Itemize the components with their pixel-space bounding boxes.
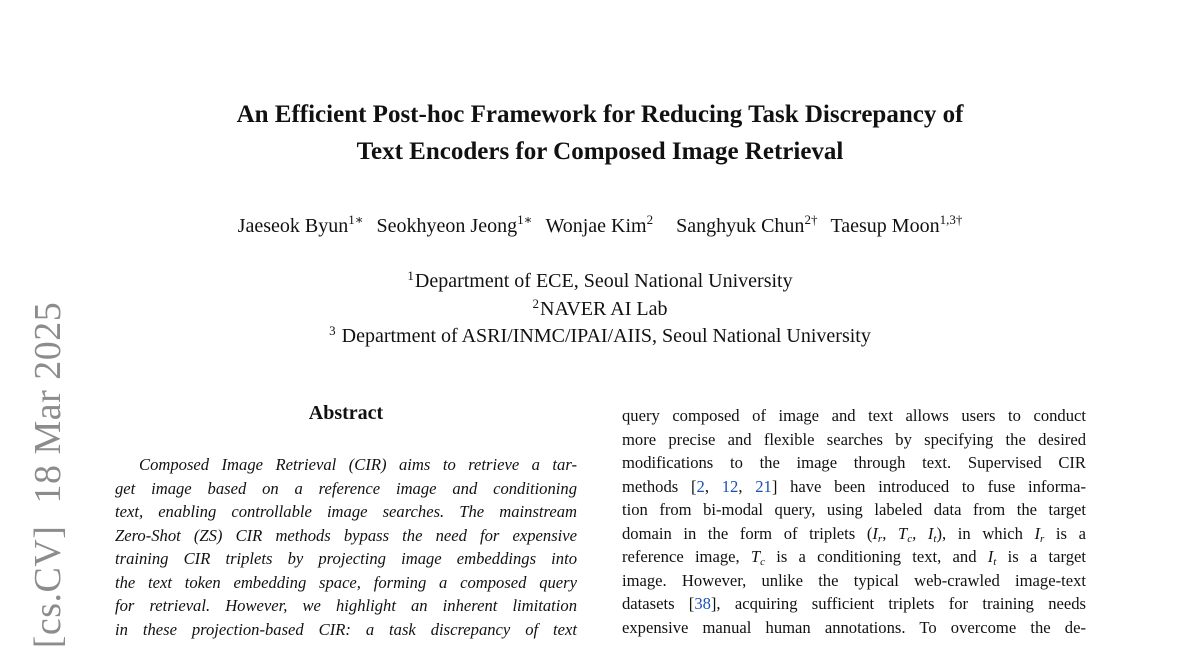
author: Jaeseok Byun$^{1∗}$ [237,212,364,237]
abstract-text [115,453,577,641]
author: Wonjae Kim$^2$ [545,212,654,237]
abstract-line: for retrieval. However, we highlight an inherent limitation [115,596,577,615]
intro-line: domain in the form of triplets ($I_r$, $T_c$, $I_t$), in which $I_r$ is a [622,523,1086,545]
author-list [0,212,1200,240]
title-line-1: An Efficient Post-hoc Framework for Reducing Task Discrepancy of [236,101,964,128]
citation-link[interactable]: 2 [696,476,705,496]
intro-line: tion from bi-modal query, using labeled data from the target [622,500,1086,519]
arxiv-category: [cs.CV] [27,525,69,648]
abstract-line: get image based on a reference image and conditioning [115,478,577,498]
math-symbol: $I_r$ [1034,523,1045,545]
paper-title [0,96,1200,170]
abstract-line: Zero-Shot (ZS) CIR methods bypass the need for expensive [115,525,577,545]
title-line-2: Text Encoders for Composed Image Retrieval [356,138,844,165]
abstract-line: in these projection-based CIR: a task discrepancy of text [115,619,577,639]
math-symbol: $T_c$ [750,547,765,568]
intro-line: image. However, unlike the typical web-crawled image-text [622,570,1086,590]
intro-line: more precise and flexible searches by specifying the desired [622,429,1086,449]
author: Sanghyuk Chun$^{2\dagger}$ [676,212,818,237]
abstract-heading: Abstract [308,402,384,424]
intro-line: reference image, $T_c$ is a conditioning text, and $I_t$ is a target [622,547,1086,568]
author: Seokhyeon Jeong$^{1∗}$ [376,212,533,237]
affiliation: $^2$NAVER AI Lab [532,295,668,320]
author: Taesup Moon$^{1,3\dagger}$ [830,212,963,237]
affiliation: $^3$ Department of ASRI/INMC/IPAI/AIIS, Seoul National University [329,323,871,347]
abstract-line: Composed Image Retrieval (CIR) aims to retrieve a tar- [139,455,577,474]
citation-link[interactable]: 21 [755,476,772,496]
arxiv-side-stamp [26,302,70,648]
citation-link[interactable]: 38 [694,594,711,613]
affiliation: $^1$Department of ECE, Seoul National University [407,268,793,292]
intro-line: modifications to the image through text. Supervised CIR [622,453,1086,472]
introduction-text [622,404,1086,639]
abstract-line: training CIR triplets by projecting image embeddings into [115,549,577,568]
affiliation-list [0,268,1200,351]
intro-line: datasets [38], acquiring sufficient triplets for training needs [622,594,1086,613]
arxiv-date: 18 Mar 2025 [27,301,69,504]
intro-line: methods [2, 12, 21] have been introduced to fuse informa- [622,476,1087,496]
math-symbol: $I_t$ [987,547,997,568]
abstract-line: text, enabling controllable image searches. The mainstream [115,502,577,521]
intro-line: expensive manual human annotations. To overcome the de- [622,617,1086,637]
abstract-line: the text token embedding space, forming a composed query [115,572,577,592]
math-symbol: $I_r$, $T_c$, $I_t$ [872,523,937,545]
intro-line: query composed of image and text allows users to conduct [622,406,1086,425]
citation-link[interactable]: 12 [721,476,739,496]
